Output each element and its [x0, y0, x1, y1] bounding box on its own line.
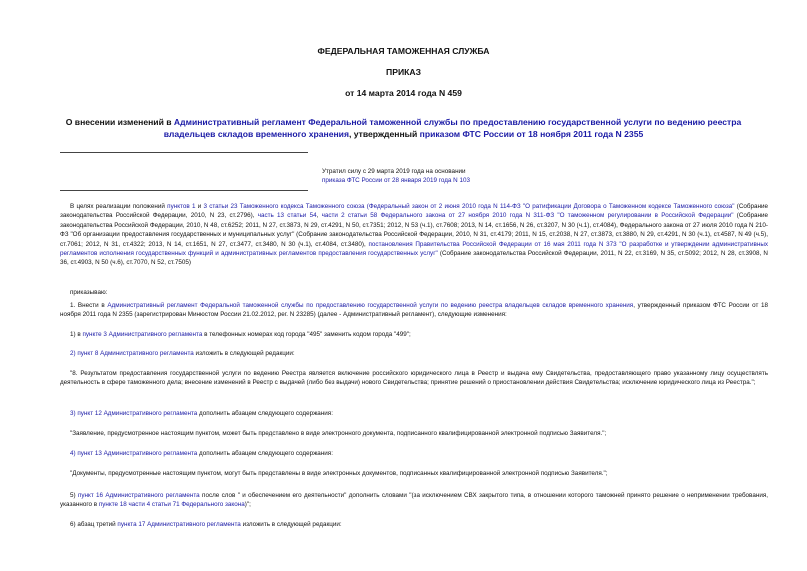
item-link[interactable]: 2) пункт 8 Административного регламента — [70, 350, 194, 357]
item-link[interactable]: пункта 17 Административного регламента — [117, 521, 241, 528]
item-link[interactable]: пункт 16 Административного регламента — [77, 492, 200, 499]
preamble-link[interactable]: 3 статьи 23 Таможенного кодекса Таможенного союза — [203, 203, 365, 210]
item-text: , утвержденный приказом ФТС России от 18 ноября 2011 года N 2355 (зарегистрирован Минюстом России 21.02.2012, рег. N 23285) (далее - Административный регламент), следующие изменения: — [60, 302, 769, 319]
title-order-link[interactable]: приказом ФТС России от 18 ноября 2011 года N 2355 — [419, 129, 644, 139]
quote-paragraph-8: "8. Результатом предоставления государственной услуги по ведению Реестра является включение российского юридического лица в Реестр и выдача ему Свидетельства, предоставляющего право указанному лицу осуществлять деятельность в сфере таможенного дела; внесение изменений в Реестр с выдачей (либо без выдачи) нового Свидетельства; принятие решений о приостановлении действия Свидетельства; исключение юридического лица из Реестра."; — [60, 370, 768, 387]
divider-bottom — [60, 190, 308, 191]
title-text-1: О внесении изменений в — [65, 117, 174, 127]
preamble-link[interactable]: (Федеральный закон от 2 июня 2010 года N 114-ФЗ "О ратификации Договора о Таможенном кодексе Таможенного союза" — [366, 203, 735, 210]
organization-heading: ФЕДЕРАЛЬНАЯ ТАМОЖЕННАЯ СЛУЖБА — [317, 46, 490, 56]
item-text: 1. Внести в — [70, 302, 108, 309]
item-text: )"; — [244, 501, 251, 509]
item-text: 6) абзац третий — [70, 521, 118, 528]
status-note — [322, 167, 470, 185]
preamble-text: (Собрание законодательства Российской Федерации, 2010, N 48, ст.6252; 2011, N 27, ст.3873, N 29, ст.4291, N 50, ст.7351; 2012, N 53 (ч.1), ст.7608; 2013, N 14, ст.1656, N 26, ст.3207, N 30 (ч.1), ст.4084), Федерального закона от 27 июля 2010 года N 210-ФЗ "Об организации предоставления государственных и муниципальных услуг" (Собрание законодательства Российской Федерации, 2010, N 31, ст.4179; 2011, N 15, ст.2038, N 27, ст.3873, ст.3880, N 29, ст.4291, N 30 (ч.1), ст.4587, N 49 (ч.5), ст.7061; 2012, N 31, ст.4322; 2013, N 14, ст.1651, N 27, ст.3477, ст.3480, N 30 (ч.1), ст.4084, ст.3480), — [60, 212, 768, 248]
document-date: от 14 марта 2014 года N 459 — [345, 88, 462, 98]
preamble-paragraph — [60, 202, 768, 268]
item-text: в телефонных номерах код города "495" заменить кодом города "499"; — [202, 331, 411, 338]
document-type: ПРИКАЗ — [386, 67, 421, 77]
item-text: дополнить абзацем следующего содержания: — [197, 410, 333, 417]
preamble-link[interactable]: части 2 статьи 58 Федерального закона от 27 ноября 2010 года N 311-ФЗ "О таможенном регулировании в Российской Федерации" — [321, 212, 734, 220]
item-4 — [60, 409, 778, 418]
title-text-2: , утвержденный — [348, 129, 420, 139]
title-regulation-link[interactable]: Административный регламент Федеральной таможенной службы по предоставлению государственной услуги по ведению реестра владельцев складов временного хранения — [163, 117, 742, 139]
quote-electronic-application: "Заявление, предусмотренное настоящим пунктом, может быть представлено в виде электронного документа, подписанного квалифицированной электронной подписью Заявителя."; — [70, 430, 607, 437]
item-text: 1) в — [70, 331, 83, 338]
item-5 — [60, 449, 778, 458]
item-text: дополнить абзацем следующего содержания: — [197, 450, 333, 457]
preamble-link[interactable]: постановления Правительства Российской Федерации от 16 мая 2011 года N 373 "О разработке и утверждении административных регламентов исполнения государственных функций и административных регламентов предоставления государственных услуг" — [60, 240, 768, 258]
item-link[interactable]: 4) пункт 13 Административного регламента — [70, 450, 198, 457]
status-line: Утратил силу с 29 марта 2019 года на основании — [322, 168, 466, 175]
item-6 — [60, 491, 768, 510]
item-text: изложить в следующей редакции: — [193, 350, 295, 357]
document-title — [60, 116, 747, 140]
preamble-text: В целях реализации положений — [70, 203, 168, 210]
item-3 — [60, 349, 778, 358]
preamble-text: (Собрание законодательства Российской Федерации, 2010, N 23, ст.2796), — [60, 203, 768, 220]
item-link[interactable]: пункте 18 части 4 статьи 71 Федерального закона — [98, 501, 245, 509]
item-link[interactable]: пункте 3 Административного регламента — [82, 331, 203, 338]
status-order-link[interactable]: приказа ФТС России от 28 января 2019 года N 103 — [322, 177, 470, 184]
preamble-text: (Собрание законодательства Российской Федерации, 2011, N 22, ст.3169, N 35, ст.5092; 2012, N 28, ст.3908, N 36, ст.4903, N 50 (ч.6), ст.7070, N 52, ст.7505) — [60, 250, 768, 267]
preamble-link[interactable]: пунктов 1 — [167, 203, 196, 210]
divider-top — [60, 152, 308, 153]
order-word: приказываю: — [70, 289, 108, 296]
quote-electronic-documents: "Документы, предусмотренные настоящим пунктом, могут быть представлены в виде электронных документов, подписанных квалифицированной электронной подписью Заявителя."; — [70, 470, 608, 477]
item-1 — [60, 301, 768, 320]
item-text: изложить в следующей редакции: — [240, 521, 342, 528]
item-text: 5) — [70, 492, 78, 499]
preamble-text: и — [195, 203, 204, 210]
preamble-text: , — [316, 212, 322, 220]
preamble-link[interactable]: часть 13 статьи 54 — [257, 212, 317, 220]
item-text: после слов " и обеспечением его деятельности" дополнить словами "(за исключением СВХ закрытого типа, в отношении которого таможней принято решение о неприменении требования, указанного в — [60, 492, 768, 509]
item-link[interactable]: 3) пункт 12 Административного регламента — [70, 410, 198, 417]
item-2 — [60, 330, 778, 339]
item-link[interactable]: Административный регламент Федеральной таможенной службы по предоставлению государственной услуги по ведению реестра владельцев складов временного хранения — [107, 302, 634, 309]
item-7 — [60, 520, 778, 529]
